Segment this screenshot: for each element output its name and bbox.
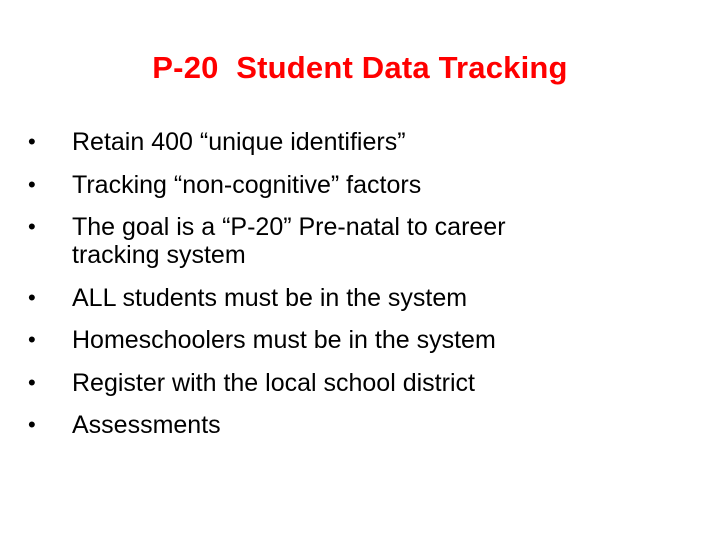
bullet-text: Register with the local school district [72,368,475,397]
list-item [28,411,598,439]
bullet-icon: • [28,412,36,437]
bullet-icon: • [28,327,36,352]
bullet-text: Tracking “non-cognitive” factors [72,170,422,199]
list-item [28,369,598,397]
bullet-text: Assessments [72,411,221,439]
bullet-text: Homeschoolers must be in the system [72,326,496,354]
bullet-text: Retain 400 “unique identifiers” [72,128,406,156]
bullet-text: ALL students must be in the system [72,283,468,312]
bullet-text: The goal is a “P-20” Pre-natal to career tracking system [72,213,506,269]
bullet-icon: • [28,214,36,239]
list-item [28,284,598,312]
list-item [28,171,598,199]
bullet-icon: • [28,129,36,154]
list-item [28,213,598,269]
bullet-icon: • [28,284,36,310]
bullet-list [28,128,598,454]
list-item [28,326,598,354]
bullet-icon: • [28,171,36,197]
bullet-icon: • [28,369,36,395]
list-item [28,128,598,156]
slide-title: P-20 Student Data Tracking [152,50,568,85]
